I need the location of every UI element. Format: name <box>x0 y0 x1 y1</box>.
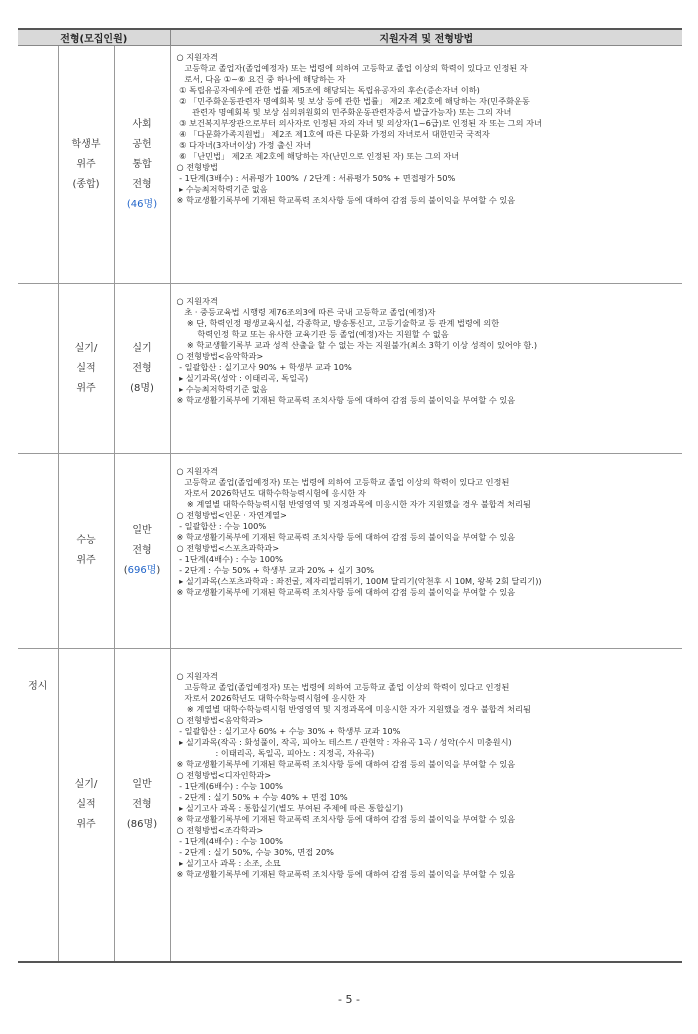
table-row <box>18 46 682 284</box>
period-blank-cell <box>18 454 58 649</box>
content-line: ▸ 실기고사 과목 : 통합실기(별도 부여된 주제에 따른 통합실기) <box>176 803 404 813</box>
qualification-content <box>170 46 682 284</box>
content-line: ▸ 실기과목(작곡 : 화성풀이, 작곡, 피아노 테스트 / 관현악 : 자유곡 1곡 / 성악(수시 미충원시) <box>176 737 512 747</box>
content-line: : 이태리곡, 독일곡, 피아노 : 지정곡, 자유곡) <box>176 748 375 758</box>
period-label: 정시 <box>28 680 48 692</box>
content-line: 고등학교 졸업(졸업예정자) 또는 법령에 의하여 고등학교 졸업 이상의 학력이 있다고 인정된 <box>176 477 510 487</box>
content-line: ③ 보건복지부장관으로부터 의사자로 인정된 자의 자녀 및 의상자(1~6급)로 인정된 자 또는 그의 자녀 <box>176 118 542 128</box>
track-label: 수능 위주 <box>76 535 96 566</box>
content-line: - 일괄합산 : 실기고사 90% + 학생부 교과 10% <box>176 362 352 372</box>
content-line: ○ 지원자격 <box>176 52 218 62</box>
content-line: ⑤ 다자녀(3자녀이상) 가정 출신 자녀 <box>176 140 312 150</box>
content-line: ○ 지원자격 <box>176 296 218 306</box>
content-line: ○ 지원자격 <box>176 466 218 476</box>
quota-count: (696명) <box>123 565 161 576</box>
content-line: ○ 전형방법 <box>176 162 218 172</box>
track-cell <box>58 46 114 284</box>
quota-count: (8명) <box>130 382 154 394</box>
content-line: ▸ 수능최저학력기준 없음 <box>176 184 268 194</box>
content-line: ① 독립유공자예우에 관한 법률 제5조에 해당되는 독립유공자의 후손(증손자녀 이하) <box>176 85 480 95</box>
content-line: 자로서 2026학년도 대학수학능력시험에 응시한 자 <box>176 693 366 703</box>
content-line: ▸ 실기과목(스포츠과학과 : 좌전굴, 제자리멀리뛰기, 100M 달리기(악천후 시 10M, 왕복 2회 달리기)) <box>176 576 542 586</box>
content-line: ② 「민주화운동관련자 명예회복 및 보상 등에 관한 법률」 제2조 제2호에 해당하는 자(민주화운동 <box>176 96 530 106</box>
table-row <box>18 284 682 454</box>
type-label: 실기 전형 <box>132 342 152 374</box>
content-line: ○ 전형방법<인문 · 자연계열> <box>176 510 287 520</box>
content-line: ※ 학교생활기록부에 기재된 학교폭력 조치사항 등에 대하여 감점 등의 불이익을 부여할 수 있음 <box>176 814 516 824</box>
table-row <box>18 649 682 962</box>
type-label: 사회 공헌 통합 전형 <box>132 118 152 190</box>
content-line: ※ 계열별 대학수학능력시험 반영영역 및 지정과목에 미응시한 자가 지원했을 경우 불합격 처리됨 <box>176 704 531 714</box>
content-line: - 일괄합산 : 실기고사 60% + 수능 30% + 학생부 교과 10% <box>176 726 401 736</box>
content-line: ④ 「다문화가족지원법」 제2조 제1호에 따른 다문화 가정의 자녀로서 대한민국 국적자 <box>176 129 490 139</box>
content-line: - 1단계(6배수) : 수능 100% <box>176 781 283 791</box>
content-line: - 1단계(3배수) : 서류평가 100% / 2단계 : 서류평가 50% + 면접평가 50% <box>176 173 456 183</box>
content-line: 자로서 2026학년도 대학수학능력시험에 응시한 자 <box>176 488 366 498</box>
content-line: ▸ 수능최저학력기준 없음 <box>176 384 268 394</box>
content-line: - 2단계 : 실기 50%, 수능 30%, 면접 20% <box>176 847 334 857</box>
period-blank-cell <box>18 46 58 284</box>
content-line: 고등학교 졸업자(졸업예정자) 또는 법령에 의하여 고등학교 졸업 이상의 학력이 있다고 인정된 자 <box>176 63 528 73</box>
content-lines <box>177 466 677 598</box>
track-cell <box>58 649 114 962</box>
content-line: ※ 학교생활기록부에 기재된 학교폭력 조치사항 등에 대하여 감점 등의 불이익을 부여할 수 있음 <box>176 195 516 205</box>
qualification-content <box>170 284 682 454</box>
track-label: 학생부 위주 (종합) <box>71 138 101 190</box>
content-line: ※ 계열별 대학수학능력시험 반영영역 및 지정과목에 미응시한 자가 지원했을 경우 불합격 처리됨 <box>176 499 531 509</box>
content-line: 초 · 중등교육법 시행령 제76조의3에 따른 국내 고등학교 졸업(예정)자 <box>176 307 436 317</box>
type-cell <box>114 46 170 284</box>
content-line: - 2단계 : 수능 50% + 학생부 교과 20% + 실기 30% <box>176 565 374 575</box>
content-line: 고등학교 졸업(졸업예정자) 또는 법령에 의하여 고등학교 졸업 이상의 학력이 있다고 인정된 <box>176 682 510 692</box>
track-cell <box>58 284 114 454</box>
content-line: ○ 지원자격 <box>176 671 218 681</box>
admission-table-container <box>18 28 682 963</box>
table-row <box>18 454 682 649</box>
content-line: ○ 전형방법<디자인학과> <box>176 770 272 780</box>
content-line: ▸ 실기과목(성악 : 이태리곡, 독일곡) <box>176 373 309 383</box>
type-label: 일반 전형 <box>132 778 152 810</box>
content-line: ※ 학교생활기록부에 기재된 학교폭력 조치사항 등에 대하여 감점 등의 불이익을 부여할 수 있음 <box>176 395 516 405</box>
content-line: ○ 전형방법<조각학과> <box>176 825 264 835</box>
type-cell <box>114 454 170 649</box>
content-line: 학력인정 학교 또는 유사한 교육기관 등 졸업(예정)자는 지원할 수 없음 <box>176 329 449 339</box>
page-number: - 5 - <box>338 993 360 1006</box>
content-line: - 일괄합산 : 수능 100% <box>176 521 267 531</box>
content-line: ○ 전형방법<음악학과> <box>176 351 264 361</box>
admission-table <box>18 28 682 963</box>
content-line: - 1단계(4배수) : 수능 100% <box>176 836 283 846</box>
qualification-content <box>170 649 682 962</box>
qualification-content <box>170 454 682 649</box>
quota-count-number: 696명 <box>127 565 157 576</box>
content-lines <box>177 671 677 880</box>
content-line: 관련자 명예회복 및 보상 심의위원회의 민주화운동관련자증서 발급가능자) 또는 그의 자녀 <box>176 107 512 117</box>
content-line: - 2단계 : 실기 50% + 수능 40% + 면접 10% <box>176 792 348 802</box>
content-line: ※ 학교생활기록부 교과 성적 산출을 할 수 없는 자는 지원불가(최소 3학기 이상 성적이 있어야 함.) <box>176 340 538 350</box>
period-cell <box>18 649 58 962</box>
content-line: ※ 학교생활기록부에 기재된 학교폭력 조치사항 등에 대하여 감점 등의 불이익을 부여할 수 있음 <box>176 759 516 769</box>
type-cell <box>114 649 170 962</box>
track-cell <box>58 454 114 649</box>
header-qualification-method: 지원자격 및 전형방법 <box>170 29 682 46</box>
content-line: ※ 단, 학력인정 평생교육시설, 각종학교, 방송통신고, 고등기술학교 등 관계 법령에 의한 <box>176 318 500 328</box>
content-line: ※ 학교생활기록부에 기재된 학교폭력 조치사항 등에 대하여 감점 등의 불이익을 부여할 수 있음 <box>176 869 516 879</box>
content-lines <box>177 296 677 406</box>
quota-count: (46명) <box>126 198 158 210</box>
type-cell <box>114 284 170 454</box>
track-label: 실기/ 실적 위주 <box>74 778 98 830</box>
content-line: ※ 학교생활기록부에 기재된 학교폭력 조치사항 등에 대하여 감점 등의 불이익을 부여할 수 있음 <box>176 587 516 597</box>
content-line: ※ 학교생활기록부에 기재된 학교폭력 조치사항 등에 대하여 감점 등의 불이익을 부여할 수 있음 <box>176 532 516 542</box>
content-line: ○ 전형방법<스포츠과학과> <box>176 543 280 553</box>
content-line: ○ 전형방법<음악학과> <box>176 715 264 725</box>
content-line: ▸ 실기고사 과목 : 소조, 소묘 <box>176 858 281 868</box>
content-line: 로서, 다음 ①~⑥ 요건 중 하나에 해당하는 자 <box>176 74 346 84</box>
content-line: ⑥ 「난민법」 제2조 제2호에 해당하는 자(난민으로 인정된 자) 또는 그의 자녀 <box>176 151 460 161</box>
quota-count: (86명) <box>126 818 158 830</box>
header-selection-type: 전형(모집인원) <box>18 29 170 46</box>
content-line: - 1단계(4배수) : 수능 100% <box>176 554 283 564</box>
content-lines <box>177 52 677 206</box>
table-header-row <box>18 29 682 46</box>
period-blank-cell <box>18 284 58 454</box>
type-label: 일반 전형 <box>132 525 152 556</box>
track-label: 실기/ 실적 위주 <box>74 342 98 394</box>
